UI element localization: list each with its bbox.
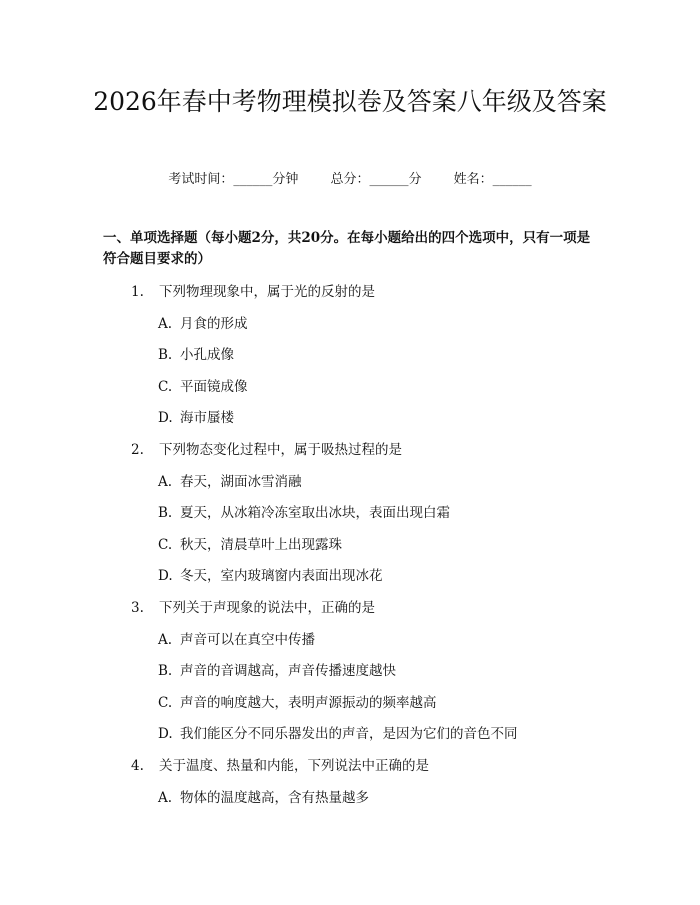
- question-text: 下列物态变化过程中，属于吸热过程的是: [159, 442, 402, 458]
- option-letter: D.: [158, 726, 173, 742]
- option-text: 春天，湖面冰雪消融: [180, 474, 302, 490]
- question-4-option-a: [158, 789, 369, 807]
- section-heading: 一、单项选择题（每小题2分，共20分。在每小题给出的四个选项中，只有一项是符合题目要求的）: [103, 230, 591, 267]
- question-number: 2.: [131, 442, 144, 458]
- option-letter: A.: [158, 474, 173, 490]
- option-letter: C.: [158, 537, 173, 553]
- option-text: 平面镜成像: [180, 379, 248, 395]
- option-letter: B.: [158, 663, 173, 679]
- option-letter: D.: [158, 410, 173, 426]
- exam-total-score: 总分：______分: [330, 172, 422, 187]
- option-text: 声音的响度越大，表明声源振动的频率越高: [180, 695, 437, 711]
- option-text: 声音可以在真空中传播: [180, 632, 315, 648]
- option-letter: D.: [158, 568, 173, 584]
- question-1-option-b: [158, 346, 234, 364]
- option-letter: A.: [158, 790, 173, 806]
- question-2-option-d: [158, 567, 383, 585]
- option-text: 物体的温度越高，含有热量越多: [180, 790, 369, 806]
- question-1: [131, 283, 375, 301]
- question-number: 3.: [131, 600, 144, 616]
- question-1-option-d: [158, 409, 234, 427]
- option-text: 小孔成像: [180, 347, 234, 363]
- question-number: 4.: [131, 758, 144, 774]
- option-text: 秋天，清晨草叶上出现露珠: [180, 537, 342, 553]
- question-2-option-c: [158, 536, 342, 554]
- question-1-option-a: [158, 315, 248, 333]
- question-text: 下列物理现象中，属于光的反射的是: [159, 284, 375, 300]
- question-3-option-c: [158, 694, 437, 712]
- question-text: 下列关于声现象的说法中，正确的是: [159, 600, 375, 616]
- question-3-option-b: [158, 662, 396, 680]
- question-2: [131, 441, 402, 459]
- question-1-option-c: [158, 378, 248, 396]
- question-4: [131, 757, 429, 775]
- option-text: 我们能区分不同乐器发出的声音，是因为它们的音色不同: [180, 726, 518, 742]
- student-name: 姓名：______: [453, 172, 532, 187]
- option-text: 夏天，从冰箱冷冻室取出冰块，表面出现白霜: [180, 505, 450, 521]
- question-2-option-a: [158, 473, 302, 491]
- question-text: 关于温度、热量和内能，下列说法中正确的是: [159, 758, 429, 774]
- option-letter: C.: [158, 695, 173, 711]
- document-title: 2026年春中考物理模拟卷及答案八年级及答案: [93, 87, 607, 116]
- option-text: 月食的形成: [180, 316, 248, 332]
- option-text: 冬天，室内玻璃窗内表面出现冰花: [180, 568, 383, 584]
- option-text: 声音的音调越高，声音传播速度越快: [180, 663, 396, 679]
- option-letter: C.: [158, 379, 173, 395]
- question-3-option-d: [158, 725, 518, 743]
- option-letter: A.: [158, 316, 173, 332]
- question-3: [131, 599, 375, 617]
- exam-time: 考试时间：______分钟: [168, 172, 299, 187]
- option-text: 海市蜃楼: [180, 410, 234, 426]
- question-3-option-a: [158, 631, 315, 649]
- option-letter: B.: [158, 505, 173, 521]
- option-letter: B.: [158, 347, 173, 363]
- option-letter: A.: [158, 632, 173, 648]
- question-2-option-b: [158, 504, 450, 522]
- question-number: 1.: [131, 284, 144, 300]
- exam-info: [0, 168, 700, 187]
